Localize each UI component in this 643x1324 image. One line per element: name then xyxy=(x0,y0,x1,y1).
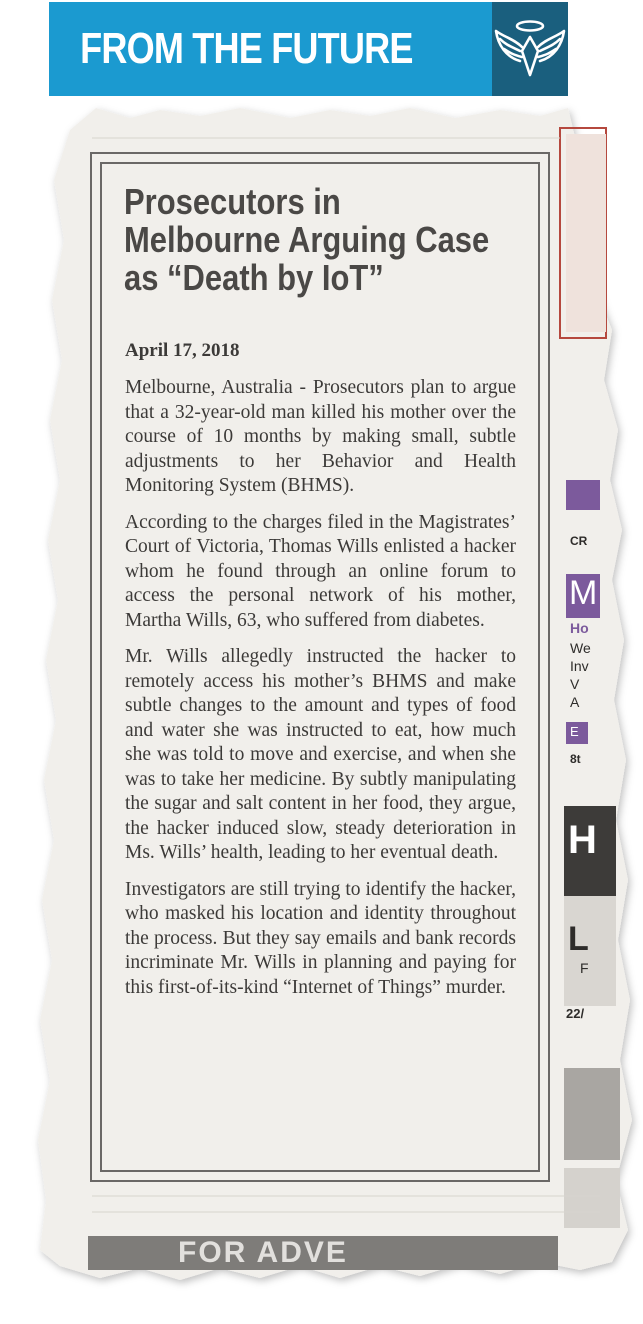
article-paragraph: Investigators are still trying to identify the hacker, who masked his location and identity throughout the process. But they say emails and bank records incriminate Mr. Wills in planning and paying for this first-of-its-kind “Internet of Things” murder. xyxy=(125,878,516,998)
side-fragment: V xyxy=(570,676,580,692)
article-paragraph: According to the charges filed in the Magistrates’ Court of Victoria, Thomas Wills enlisted a hacker whom he found through an online forum to access the personal network of his mother, Martha Wills, 63, who suffered from diabetes. xyxy=(125,511,516,631)
article-date: April 17, 2018 xyxy=(125,340,240,361)
next-article-heading: FOR ADVE xyxy=(178,1236,348,1269)
side-fragment: 8t xyxy=(570,752,581,766)
headline-line: Melbourne Arguing Case xyxy=(124,219,490,260)
article-body xyxy=(125,376,516,1012)
headline-line: Prosecutors in xyxy=(124,181,341,222)
side-fragment: CR xyxy=(570,534,588,548)
side-fragment: H xyxy=(568,818,597,862)
article-headline xyxy=(124,181,490,298)
side-fragment: Ho xyxy=(570,620,589,636)
side-fragment: E xyxy=(570,724,579,739)
side-fragment: F xyxy=(580,960,589,976)
headline-line: as “Death by IoT” xyxy=(124,257,384,298)
article-paragraph: Mr. Wills allegedly instructed the hacker to remotely access his mother’s BHMS and make subtle changes to the amount and types of food and water she was instructed to eat, how much she was told to move and exercise, and when she was to take her medicine. By subtly manipulating the sugar and salt content in her food, they argue, the hacker induced slow, steady deterioration in Ms. Wills’ health, leading to her eventual death. xyxy=(125,646,516,863)
banner-title: FROM THE FUTURE xyxy=(80,24,413,73)
side-fragment: We xyxy=(570,640,591,656)
side-fragment: 22/ xyxy=(566,1006,585,1021)
side-fragment: L xyxy=(568,920,589,958)
side-fragment: Inv xyxy=(570,658,589,674)
side-fragment: A xyxy=(570,694,580,710)
side-fragment: M xyxy=(569,574,598,612)
article-paragraph: Melbourne, Australia - Prosecutors plan to argue that a 32-year-old man killed his mother over the course of 10 months by making small, subtle adjustments to her Behavior and Health Monitoring System (BHMS). xyxy=(125,377,516,496)
